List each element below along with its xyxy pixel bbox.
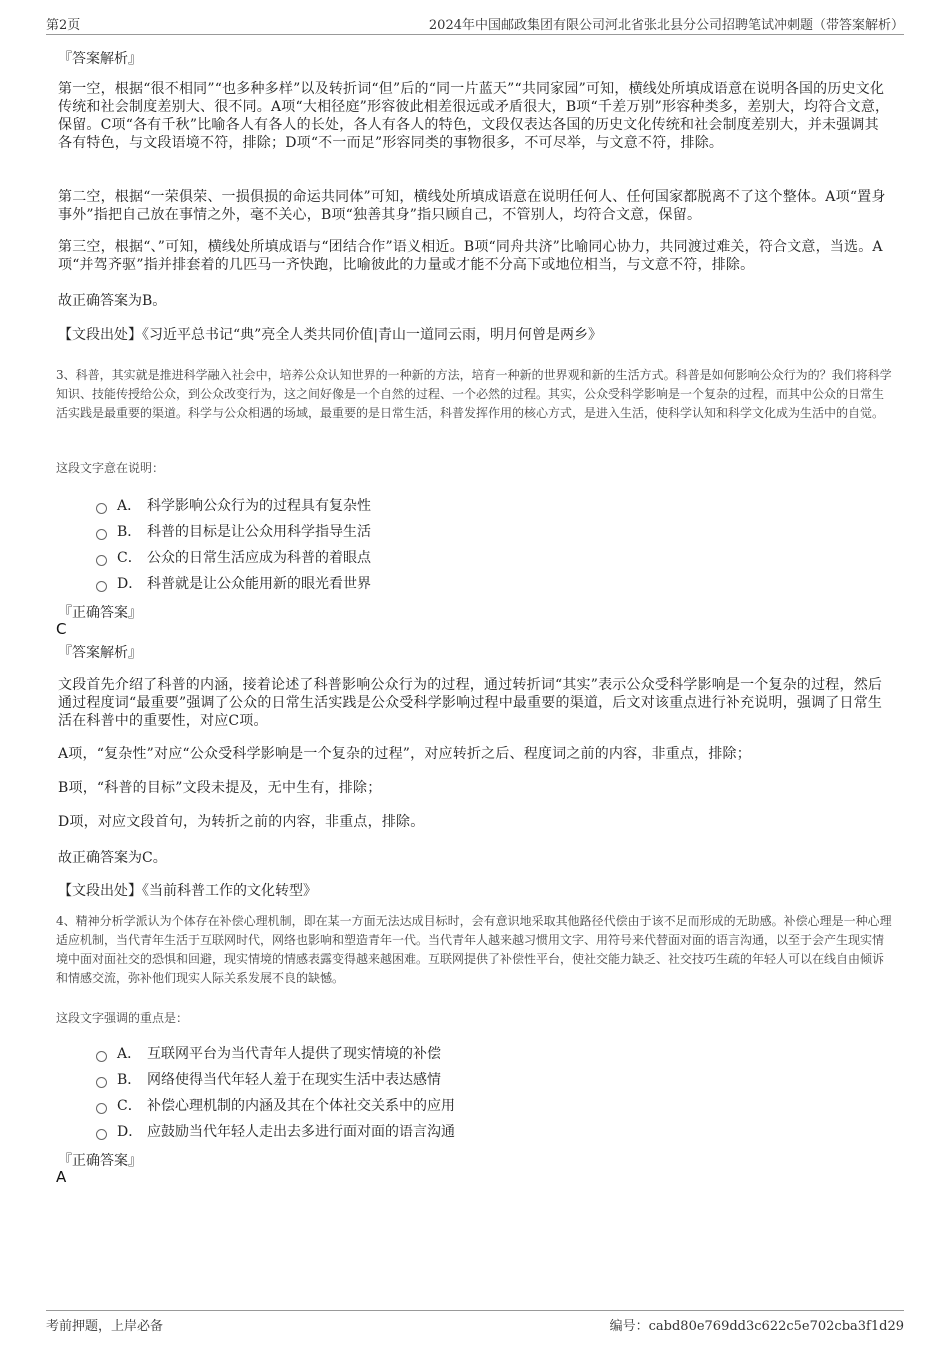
analysis-paragraph-1: 第一空，根据“很不相同”“也多种多样”以及转折词“但”后的“同一片蓝天”“共同家园”可知，横线处所填成语意在说明各国的历史文化传统和社会制度差别大、很不同。A项“大相径庭”形容彼此相差很远或矛盾很大，B项“千差万别”形容种类多，差别大，均符合文意，保留。C项“各有千秋”比喻各人有各人的长处，各人有各人的特色，文段仅表达各国的历史文化传统和社会制度差别大，并未强调其各有特色，与文段语境不符，排除；D项“不一而足”形容同类的事物很多，不可尽举，与文意不符，排除。	[58, 81, 890, 151]
document-title: 2024年中国邮政集团有限公司河北省张北县分公司招聘笔试冲刺题（带答案解析）	[428, 18, 904, 33]
option-letter: B．	[117, 524, 142, 540]
option-text: 互联网平台为当代青年人提供了现实情境的补偿	[147, 1046, 441, 1062]
radio-icon[interactable]	[96, 1077, 107, 1088]
page-number: 第2页	[46, 18, 81, 33]
option-text: 网络使得当代年轻人羞于在现实生活中表达感情	[147, 1072, 441, 1088]
radio-icon[interactable]	[96, 503, 107, 514]
option-letter: C．	[117, 550, 142, 566]
question-3-option-d[interactable]	[96, 574, 371, 592]
analysis-option-d: D项，对应文段首句，为转折之前的内容，非重点，排除。	[58, 814, 425, 830]
question-3-prompt: 这段文字意在说明：	[56, 461, 165, 475]
question-3-option-a[interactable]	[96, 496, 371, 514]
option-text: 科普就是让公众能用新的眼光看世界	[147, 576, 371, 592]
radio-icon[interactable]	[96, 555, 107, 566]
conclusion: 故正确答案为C。	[58, 850, 167, 866]
passage-source: 【文段出处】《习近平总书记“典”亮全人类共同价值|青山一道同云雨，明月何曾是两乡》	[58, 327, 603, 343]
option-letter: B．	[117, 1072, 142, 1088]
document-id: 编号：cabd80e769dd3c622c5e702cba3f1d29	[609, 1319, 904, 1334]
option-letter: A．	[117, 498, 142, 514]
correct-answer-label: 『正确答案』	[58, 605, 142, 621]
radio-icon[interactable]	[96, 529, 107, 540]
analysis-paragraph-1: 文段首先介绍了科普的内涵，接着论述了科普影响公众行为的过程，通过转折词“其实”表示公众受科学影响是一个复杂的过程，然后通过程度词“最重要”强调了公众的日常生活实践是公众受科学影响过程中最重要的渠道，后文对该重点进行补充说明，强调了日常生活在科普中的重要性，对应C项。	[58, 677, 883, 729]
passage-source: 【文段出处】《当前科普工作的文化转型》	[58, 883, 317, 899]
question-4-text: 4、精神分析学派认为个体存在补偿心理机制，即在某一方面无法达成目标时，会有意识地采取其他路径代偿由于该不足而形成的无助感。补偿心理是一种心理适应机制，当代青年生活于互联网时代，网络也影响和塑造青年一代。当代青年人越来越习惯用文字、用符号来代替面对面的语言沟通，以至于会产生现实情境中面对面社交的恐惧和回避，现实情境的情感表露变得越来越困难。互联网提供了补偿性平台，使社交能力缺乏、社交技巧生疏的年轻人可以在线自由倾诉和情感交流，弥补他们现实人际关系发展不良的缺憾。	[56, 914, 892, 985]
option-text: 补偿心理机制的内涵及其在个体社交关系中的应用	[147, 1098, 455, 1114]
option-text: 科学影响公众行为的过程具有复杂性	[147, 498, 371, 514]
question-4-prompt: 这段文字强调的重点是：	[56, 1011, 189, 1025]
option-text: 科普的目标是让公众用科学指导生活	[147, 524, 371, 540]
option-text: 应鼓励当代年轻人走出去多进行面对面的语言沟通	[147, 1124, 455, 1140]
analysis-paragraph-3: 第三空，根据“、”可知，横线处所填成语与“团结合作”语义相近。B项“同舟共济”比喻同心协力，共同渡过难关，符合文意，当选。A项“并驾齐驱”指并排套着的几匹马一齐快跑，比喻彼此的力量或才能不分高下或地位相当，与文意不符，排除。	[58, 239, 883, 273]
question-4-option-d[interactable]	[96, 1122, 455, 1140]
page-header	[46, 14, 904, 35]
question-3-option-b[interactable]	[96, 522, 371, 540]
question-4-option-a[interactable]	[96, 1044, 441, 1062]
footer-slogan: 考前押题，上岸必备	[46, 1319, 164, 1334]
radio-icon[interactable]	[96, 1103, 107, 1114]
option-letter: D．	[117, 1124, 143, 1140]
option-letter: C．	[117, 1098, 142, 1114]
analysis-label: 『答案解析』	[58, 645, 142, 661]
radio-icon[interactable]	[96, 581, 107, 592]
question-4-option-c[interactable]	[96, 1096, 455, 1114]
radio-icon[interactable]	[96, 1129, 107, 1140]
question-4-option-b[interactable]	[96, 1070, 441, 1088]
correct-answer: A	[56, 1168, 67, 1186]
option-letter: A．	[117, 1046, 142, 1062]
analysis-label: 『答案解析』	[58, 51, 142, 67]
radio-icon[interactable]	[96, 1051, 107, 1062]
option-text: 公众的日常生活应成为科普的着眼点	[147, 550, 371, 566]
correct-answer-label: 『正确答案』	[58, 1153, 142, 1169]
option-letter: D．	[117, 576, 143, 592]
question-3-option-c[interactable]	[96, 548, 371, 566]
correct-answer: C	[56, 620, 67, 638]
conclusion: 故正确答案为B。	[58, 293, 167, 309]
analysis-paragraph-2: 第二空，根据“一荣俱荣、一损俱损的命运共同体”可知，横线处所填成语意在说明任何人、任何国家都脱离不了这个整体。A项“置身事外”指把自己放在事情之外，毫不关心，B项“独善其身”指只顾自己，不管别人，均符合文意，保留。	[58, 189, 886, 223]
analysis-option-a: A项，“复杂性”对应“公众受科学影响是一个复杂的过程”，对应转折之后、程度词之前的内容，非重点，排除；	[58, 746, 751, 762]
analysis-option-b: B项，“科普的目标”文段未提及，无中生有，排除；	[58, 780, 382, 796]
page-footer	[46, 1310, 904, 1339]
question-3-text: 3、科普，其实就是推进科学融入社会中，培养公众认知世界的一种新的方法，培育一种新的世界观和新的生活方式。科普是如何影响公众行为的？我们将科学知识、技能传授给公众，到公众改变行为，这之间好像是一个自然的过程、一个必然的过程。其实，公众受科学影响是一个复杂的过程，而其中公众的日常生活实践是最重要的渠道。科学与公众相遇的场域，最重要的是日常生活，科普发挥作用的核心方式，是进入生活，使科学认知和科学文化成为生活中的自觉。	[56, 368, 892, 420]
